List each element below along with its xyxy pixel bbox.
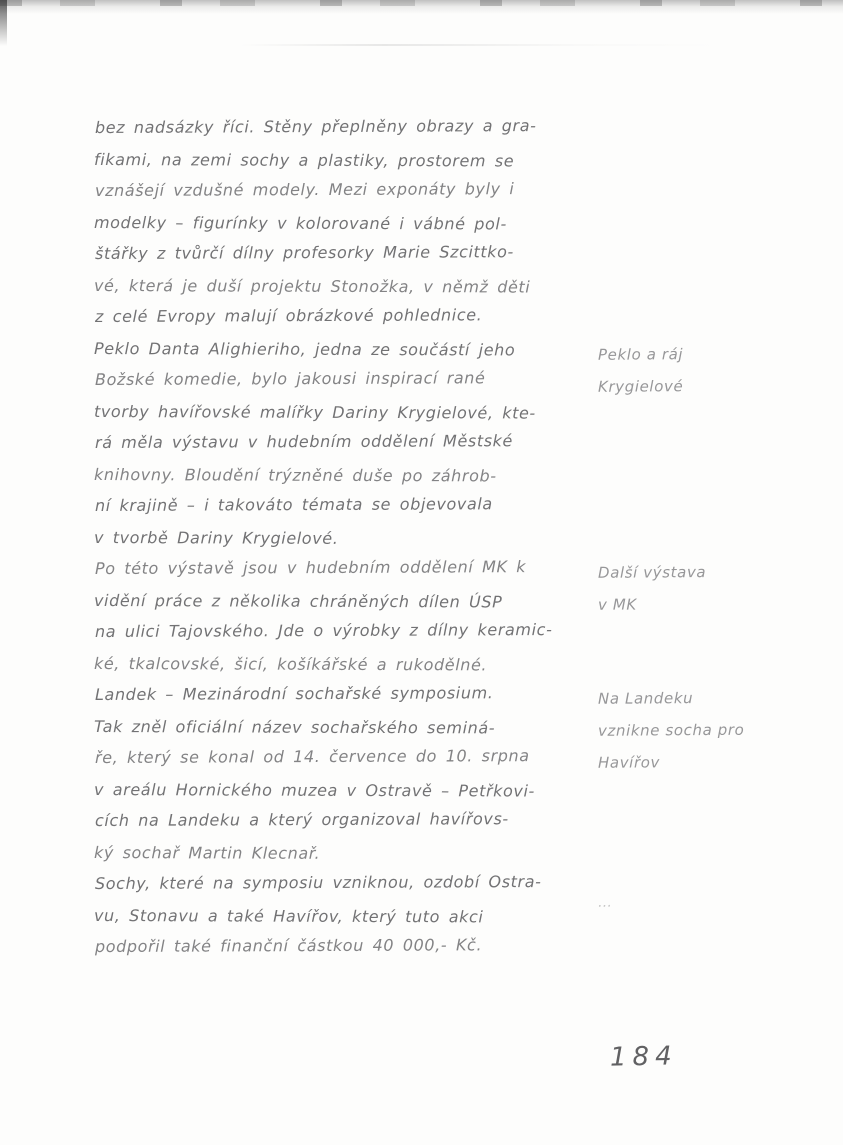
handwritten-line: ře, který se konal od 14. července do 10. srpna xyxy=(94,746,530,767)
margin-note xyxy=(598,338,818,402)
handwritten-line: v tvorbě Dariny Krygielové. xyxy=(93,527,339,548)
handwritten-line: v areálu Hornického muzea v Ostravě – Petřkovi- xyxy=(93,779,535,801)
handwritten-line: z celé Evropy malují obrázkové pohlednice. xyxy=(94,305,483,326)
handwritten-line: na ulici Tajovského. Jde o výrobky z dílny keramic- xyxy=(94,619,553,641)
margin-note-line: Havířov xyxy=(597,753,661,772)
scan-artifact-left-edge xyxy=(0,0,7,46)
handwritten-line: ký sochař Martin Klecnař. xyxy=(93,842,321,863)
handwritten-line: Po této výstavě jsou v hudebním oddělení MK k xyxy=(94,557,527,578)
handwritten-line: vidění práce z několika chráněných dílen ÚSP xyxy=(93,590,503,611)
margin-note xyxy=(598,682,818,778)
handwritten-line: cích na Landeku a který organizoval havířovs- xyxy=(94,809,509,830)
handwritten-line: vznášejí vzdušné modely. Mezi exponáty byly i xyxy=(94,179,515,200)
margin-note-line: Další výstava xyxy=(597,563,707,582)
scan-artifact-top-edge xyxy=(0,0,843,14)
handwritten-line: vu, Stonavu a také Havířov, který tuto akci xyxy=(93,905,484,926)
handwritten-body xyxy=(94,112,586,963)
handwritten-line: bez nadsázky říci. Stěny přeplněny obrazy a gra- xyxy=(94,116,537,137)
scan-artifact-streak xyxy=(240,44,720,46)
handwritten-line: Tak zněl oficiální název sochařského seminá- xyxy=(93,716,496,737)
handwritten-line: knihovny. Bloudění trýzněné duše po záhrob- xyxy=(93,464,497,485)
margin-note-line: Peklo a ráj xyxy=(597,345,684,364)
handwritten-line: podpořil také finanční částkou 40 000,- Kč. xyxy=(94,935,483,956)
handwritten-line: štářky z tvůrčí dílny profesorky Marie Szcittko- xyxy=(94,242,514,263)
margin-note-line: … xyxy=(597,894,613,911)
margin-note-line: vznikne socha pro xyxy=(597,720,745,740)
handwritten-line: fikami, na zemi sochy a plastiky, prostorem se xyxy=(93,149,515,170)
handwritten-line: Peklo Danta Alighieriho, jedna ze součástí jeho xyxy=(93,338,516,359)
margin-note-line: v MK xyxy=(597,595,637,614)
handwritten-line: modelky – figurínky v kolorované i vábné pol- xyxy=(93,212,507,233)
handwritten-line: vé, která je duší projektu Stonožka, v němž děti xyxy=(93,275,531,297)
handwritten-line: ní krajině – i takováto témata se objevovala xyxy=(94,494,493,515)
handwritten-line: Landek – Mezinárodní sochařské symposium. xyxy=(94,683,494,704)
margin-note xyxy=(598,886,818,918)
handwritten-line: Božské komedie, bylo jakousi inspirací rané xyxy=(94,368,486,389)
margin-note-line: Krygielové xyxy=(597,377,684,396)
handwritten-line: tvorby havířovské malířky Dariny Krygielové, kte- xyxy=(93,401,536,423)
handwritten-line: Sochy, které na symposiu vzniknou, ozdobí Ostra- xyxy=(94,872,542,893)
handwritten-line: ké, tkalcovské, šicí, košíkářské a rukodělné. xyxy=(93,653,488,674)
margin-note xyxy=(598,556,818,620)
margin-note-line: Na Landeku xyxy=(597,689,694,708)
handwritten-line: rá měla výstavu v hudebním oddělení Městské xyxy=(94,431,513,452)
page-number: 184 xyxy=(609,1041,678,1073)
